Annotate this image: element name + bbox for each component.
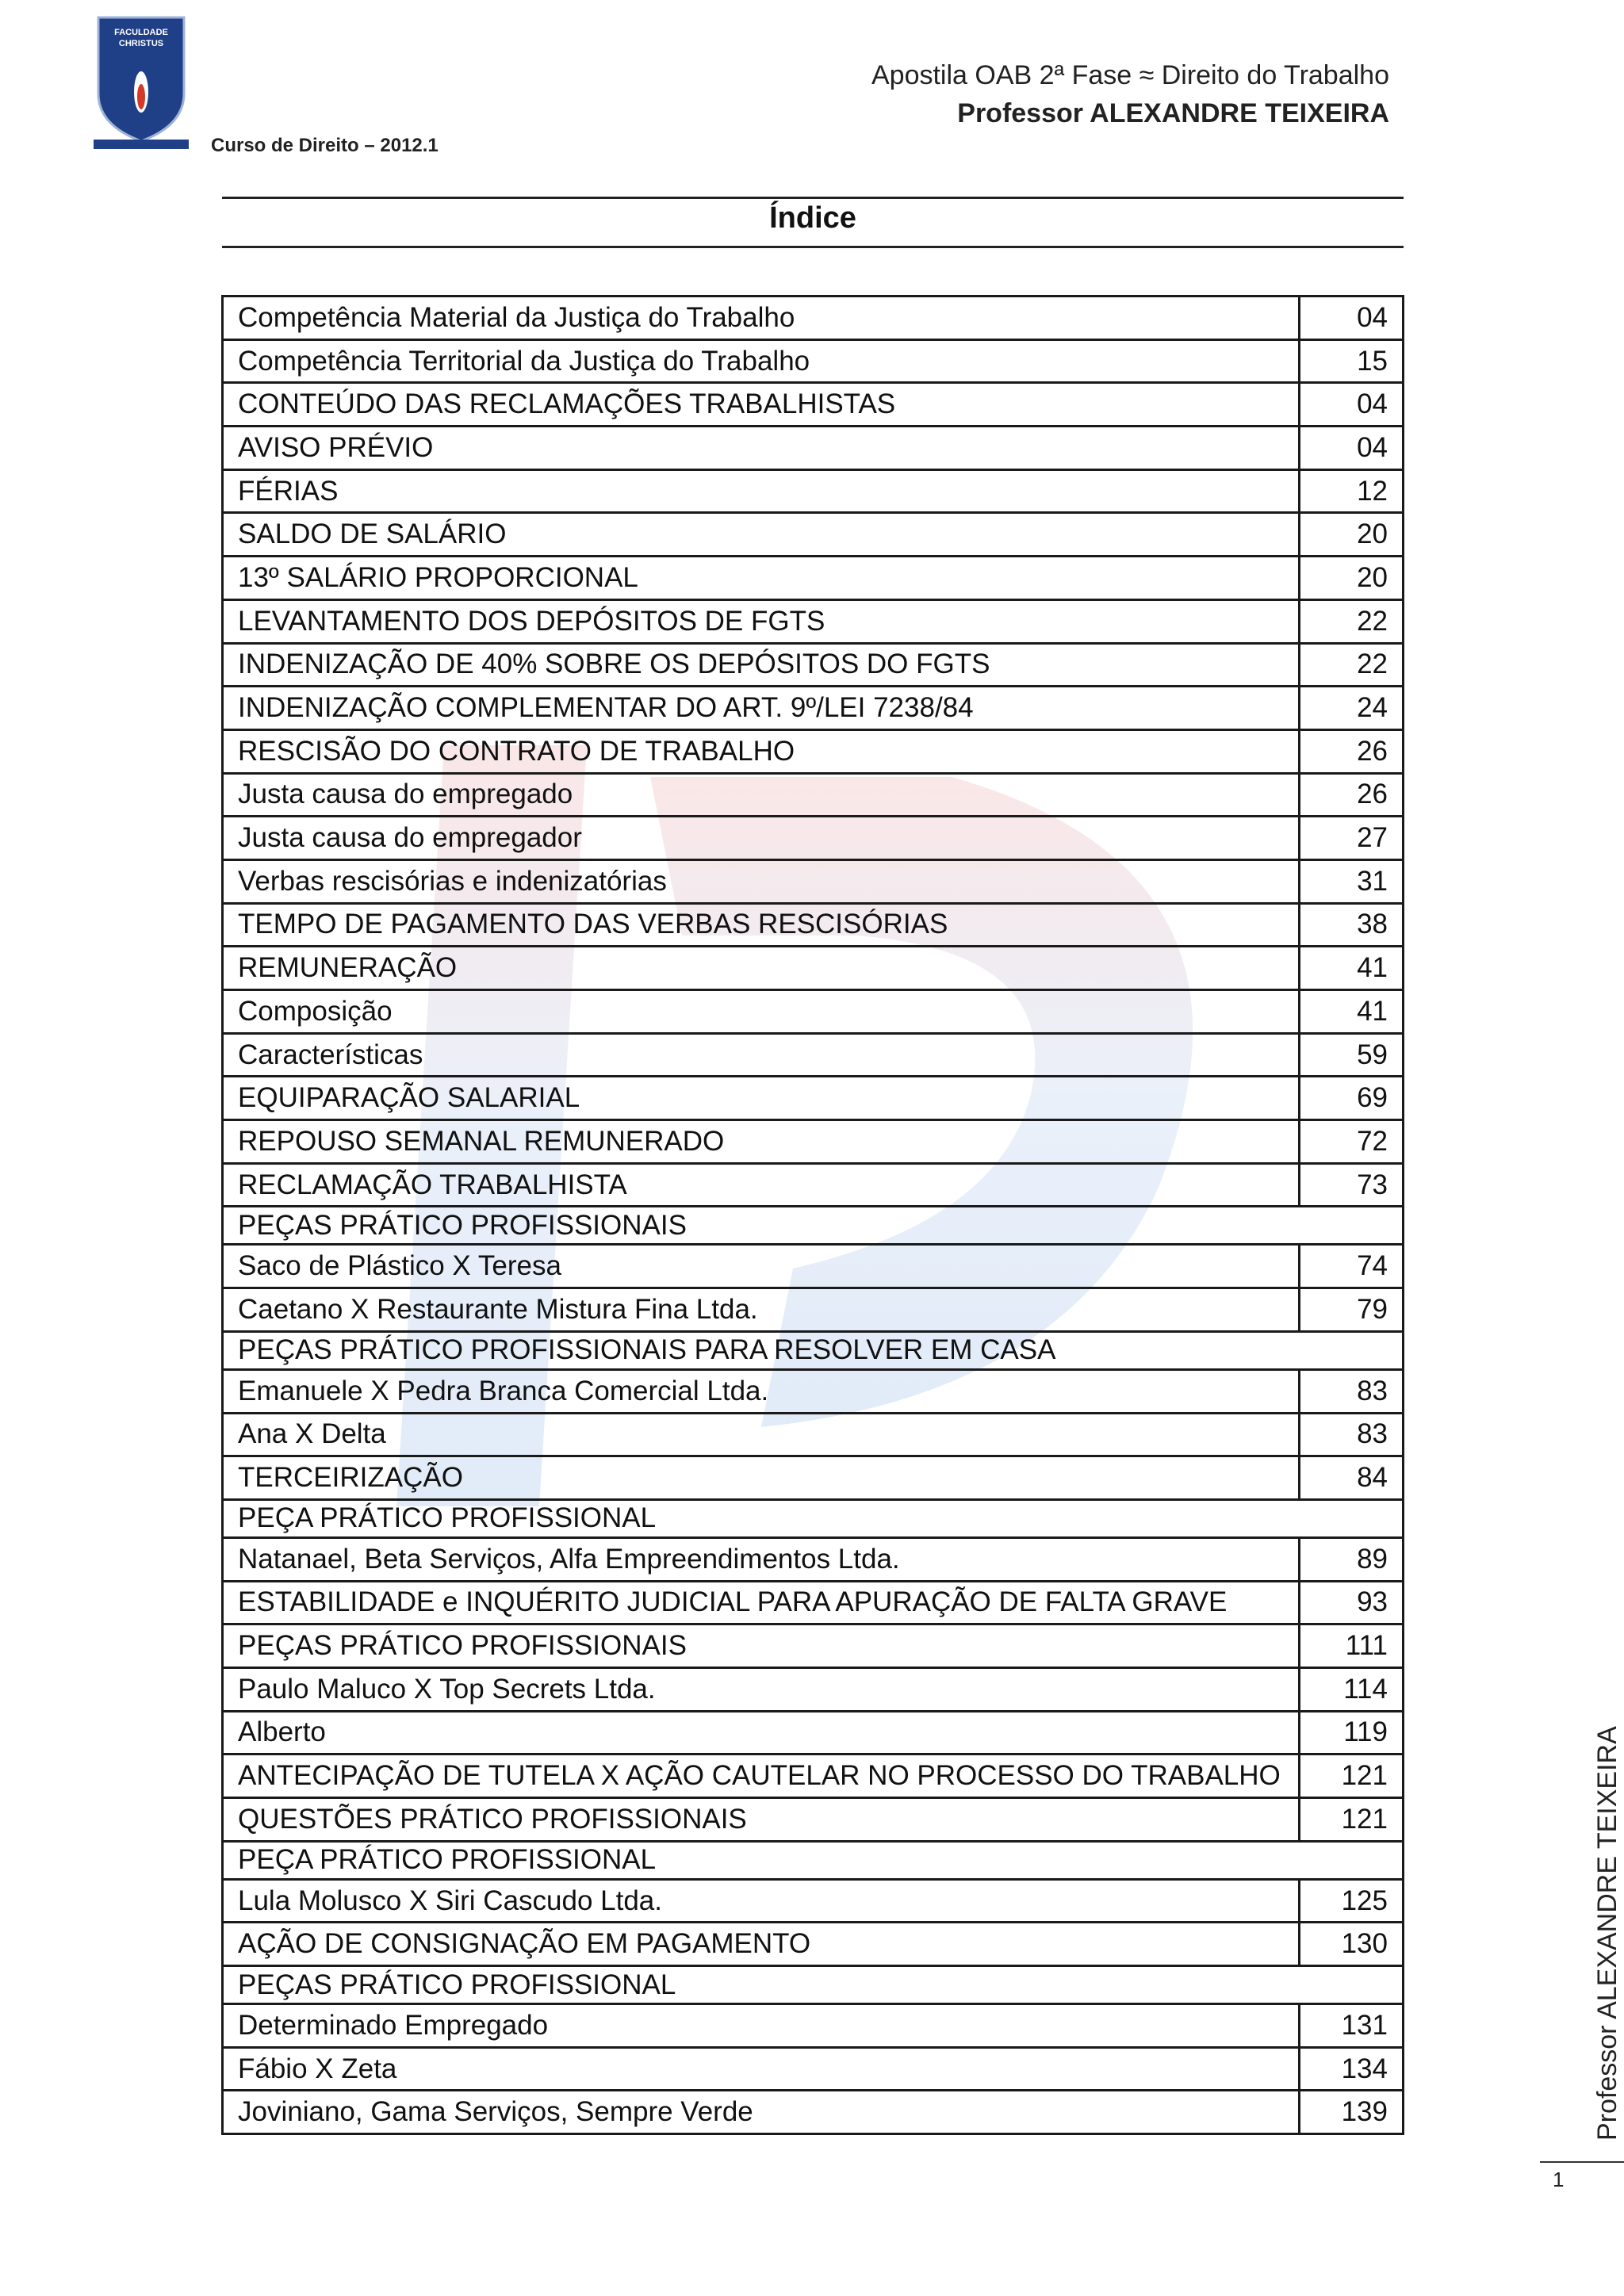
toc-entry-label: Competência Material da Justiça do Trabalho	[223, 297, 1300, 340]
toc-row	[223, 557, 1404, 600]
toc-entry-label: Ana X Delta	[223, 1413, 1300, 1456]
toc-entry-page: 69	[1300, 1077, 1404, 1120]
index-title: Índice	[769, 201, 856, 235]
toc-row	[223, 1456, 1404, 1500]
toc-section-heading	[223, 1841, 1404, 1879]
toc-section-heading	[223, 1966, 1404, 2004]
toc-entry-label: ESTABILIDADE e INQUÉRITO JUDICIAL PARA APURAÇÃO DE FALTA GRAVE	[223, 1581, 1300, 1624]
toc-row	[223, 2091, 1404, 2134]
toc-row	[223, 1624, 1404, 1668]
toc-entry-page: 26	[1300, 773, 1404, 817]
toc-row	[223, 383, 1404, 427]
toc-entry-page: 121	[1300, 1755, 1404, 1798]
toc-row	[223, 2047, 1404, 2091]
toc-row	[223, 1033, 1404, 1077]
toc-heading-label: PEÇAS PRÁTICO PROFISSIONAIS PARA RESOLVER EM CASA	[223, 1331, 1404, 1369]
toc-entry-label: INDENIZAÇÃO DE 40% SOBRE OS DEPÓSITOS DO FGTS	[223, 643, 1300, 687]
toc-entry-page: 24	[1300, 687, 1404, 730]
toc-entry-label: AÇÃO DE CONSIGNAÇÃO EM PAGAMENTO	[223, 1923, 1300, 1966]
toc-entry-page: 26	[1300, 729, 1404, 773]
toc-entry-label: Competência Territorial da Justiça do Trabalho	[223, 339, 1300, 383]
toc-row	[223, 297, 1404, 340]
toc-entry-label: Natanael, Beta Serviços, Alfa Empreendimentos Ltda.	[223, 1537, 1300, 1581]
toc-entry-label: Justa causa do empregado	[223, 773, 1300, 817]
toc-row	[223, 599, 1404, 643]
toc-entry-label: Composição	[223, 990, 1300, 1034]
toc-row	[223, 427, 1404, 470]
toc-entry-page: 119	[1300, 1711, 1404, 1755]
svg-text:FACULDADE: FACULDADE	[114, 28, 168, 37]
toc-entry-label: Justa causa do empregador	[223, 817, 1300, 860]
toc-row	[223, 1537, 1404, 1581]
toc-entry-page: 20	[1300, 557, 1404, 600]
header-professor: Professor ALEXANDRE TEIXEIRA	[957, 98, 1389, 128]
toc-entry-label: PEÇAS PRÁTICO PROFISSIONAIS	[223, 1624, 1300, 1668]
toc-entry-page: 04	[1300, 383, 1404, 427]
toc-entry-page: 84	[1300, 1456, 1404, 1500]
toc-entry-page: 72	[1300, 1120, 1404, 1164]
toc-row	[223, 773, 1404, 817]
toc-entry-page: 74	[1300, 1245, 1404, 1288]
toc-entry-page: 22	[1300, 599, 1404, 643]
toc-row	[223, 1413, 1404, 1456]
toc-entry-label: ANTECIPAÇÃO DE TUTELA X AÇÃO CAUTELAR NO PROCESSO DO TRABALHO	[223, 1755, 1300, 1798]
title-rule-top	[222, 197, 1404, 199]
toc-entry-page: 22	[1300, 643, 1404, 687]
toc-entry-page: 04	[1300, 297, 1404, 340]
toc-entry-label: QUESTÕES PRÁTICO PROFISSIONAIS	[223, 1798, 1300, 1842]
toc-entry-page: 125	[1300, 1879, 1404, 1923]
svg-text:CHRISTUS: CHRISTUS	[118, 39, 164, 48]
toc-entry-label: TERCEIRIZAÇÃO	[223, 1456, 1300, 1500]
toc-entry-label: Verbas rescisórias e indenizatórias	[223, 859, 1300, 903]
toc-row	[223, 469, 1404, 513]
toc-entry-page: 20	[1300, 513, 1404, 557]
toc-entry-page: 93	[1300, 1581, 1404, 1624]
toc-entry-page: 83	[1300, 1369, 1404, 1413]
faculdade-christus-logo	[94, 14, 189, 151]
toc-entry-label: 13º SALÁRIO PROPORCIONAL	[223, 557, 1300, 600]
toc-row	[223, 1077, 1404, 1120]
toc-row	[223, 859, 1404, 903]
toc-row	[223, 2004, 1404, 2048]
toc-entry-label: Joviniano, Gama Serviços, Sempre Verde	[223, 2091, 1300, 2134]
toc-entry-label: CONTEÚDO DAS RECLAMAÇÕES TRABALHISTAS	[223, 383, 1300, 427]
toc-entry-label: INDENIZAÇÃO COMPLEMENTAR DO ART. 9º/LEI 7238/84	[223, 687, 1300, 730]
toc-entry-page: 38	[1300, 903, 1404, 947]
toc-entry-label: Lula Molusco X Siri Cascudo Ltda.	[223, 1879, 1300, 1923]
toc-section-heading	[223, 1499, 1404, 1537]
toc-entry-page: 134	[1300, 2047, 1404, 2091]
toc-entry-page: 31	[1300, 859, 1404, 903]
toc-entry-label: AVISO PRÉVIO	[223, 427, 1300, 470]
toc-entry-label: Características	[223, 1033, 1300, 1077]
toc-entry-label: Caetano X Restaurante Mistura Fina Ltda.	[223, 1288, 1300, 1332]
toc-row	[223, 1667, 1404, 1711]
toc-row	[223, 1711, 1404, 1755]
toc-entry-label: Emanuele X Pedra Branca Comercial Ltda.	[223, 1369, 1300, 1413]
toc-entry-page: 79	[1300, 1288, 1404, 1332]
toc-entry-label: FÉRIAS	[223, 469, 1300, 513]
toc-row	[223, 947, 1404, 990]
toc-entry-label: Saco de Plástico X Teresa	[223, 1245, 1300, 1288]
toc-row	[223, 643, 1404, 687]
toc-entry-page: 59	[1300, 1033, 1404, 1077]
toc-entry-page: 89	[1300, 1537, 1404, 1581]
toc-entry-page: 139	[1300, 2091, 1404, 2134]
toc-entry-page: 121	[1300, 1798, 1404, 1842]
toc-row	[223, 1288, 1404, 1332]
toc-entry-label: Fábio X Zeta	[223, 2047, 1300, 2091]
toc-entry-label: SALDO DE SALÁRIO	[223, 513, 1300, 557]
toc-entry-label: REPOUSO SEMANAL REMUNERADO	[223, 1120, 1300, 1164]
side-professor-label: Professor ALEXANDRE TEIXEIRA	[1592, 1726, 1622, 2141]
toc-entry-label: EQUIPARAÇÃO SALARIAL	[223, 1077, 1300, 1120]
toc-heading-label: PEÇA PRÁTICO PROFISSIONAL	[223, 1499, 1404, 1537]
toc-heading-label: PEÇA PRÁTICO PROFISSIONAL	[223, 1841, 1404, 1879]
toc-entry-page: 131	[1300, 2004, 1404, 2048]
toc-entry-page: 41	[1300, 947, 1404, 990]
toc-entry-label: Alberto	[223, 1711, 1300, 1755]
toc-row	[223, 1581, 1404, 1624]
toc-row	[223, 1879, 1404, 1923]
title-rule-bottom	[222, 246, 1404, 248]
toc-row	[223, 513, 1404, 557]
toc-row	[223, 1798, 1404, 1842]
toc-entry-page: 41	[1300, 990, 1404, 1034]
toc-section-heading	[223, 1331, 1404, 1369]
toc-row	[223, 1923, 1404, 1966]
toc-row	[223, 339, 1404, 383]
toc-entry-label: REMUNERAÇÃO	[223, 947, 1300, 990]
page-number: 1	[1553, 2168, 1565, 2191]
toc-entry-page: 15	[1300, 339, 1404, 383]
toc-entry-label: RECLAMAÇÃO TRABALHISTA	[223, 1163, 1300, 1207]
toc-row	[223, 1245, 1404, 1288]
toc-heading-label: PEÇAS PRÁTICO PROFISSIONAL	[223, 1966, 1404, 2004]
toc-entry-page: 73	[1300, 1163, 1404, 1207]
toc-entry-page: 130	[1300, 1923, 1404, 1966]
toc-row	[223, 1755, 1404, 1798]
course-label: Curso de Direito – 2012.1	[211, 135, 439, 156]
toc-entry-label: RESCISÃO DO CONTRATO DE TRABALHO	[223, 729, 1300, 773]
toc-entry-page: 114	[1300, 1667, 1404, 1711]
toc-row	[223, 903, 1404, 947]
toc-entry-page: 12	[1300, 469, 1404, 513]
toc-entry-page: 83	[1300, 1413, 1404, 1456]
toc-entry-label: Determinado Empregado	[223, 2004, 1300, 2048]
toc-heading-label: PEÇAS PRÁTICO PROFISSIONAIS	[223, 1207, 1404, 1245]
footer-rule	[1540, 2161, 1624, 2163]
toc-entry-label: LEVANTAMENTO DOS DEPÓSITOS DE FGTS	[223, 599, 1300, 643]
toc-entry-page: 111	[1300, 1624, 1404, 1668]
toc-section-heading	[223, 1207, 1404, 1245]
header-title: Apostila OAB 2ª Fase ≈ Direito do Trabalho	[871, 60, 1389, 90]
toc-row	[223, 1163, 1404, 1207]
toc-entry-page: 04	[1300, 427, 1404, 470]
toc-entry-label: TEMPO DE PAGAMENTO DAS VERBAS RESCISÓRIAS	[223, 903, 1300, 947]
toc-row	[223, 990, 1404, 1034]
index-table	[221, 295, 1404, 2135]
toc-entry-page: 27	[1300, 817, 1404, 860]
toc-row	[223, 1120, 1404, 1164]
toc-row	[223, 817, 1404, 860]
toc-row	[223, 687, 1404, 730]
toc-row	[223, 1369, 1404, 1413]
toc-entry-label: Paulo Maluco X Top Secrets Ltda.	[223, 1667, 1300, 1711]
toc-row	[223, 729, 1404, 773]
